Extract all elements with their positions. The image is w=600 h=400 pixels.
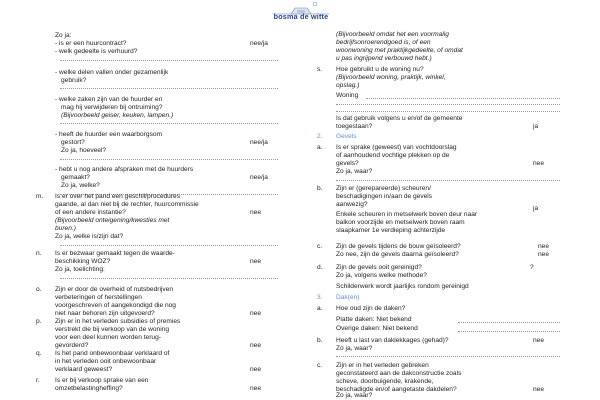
answer-value: nee bbox=[533, 386, 545, 393]
section-title: Dak(en) bbox=[336, 294, 360, 301]
example-text: opslag.) bbox=[336, 82, 360, 89]
question-text: gevels? bbox=[336, 160, 359, 167]
example-text: (Bijvoorbeeld omdat het een voormalig bbox=[336, 31, 449, 38]
answer-text: Woning bbox=[336, 92, 359, 99]
question-text: verklaard geweest? bbox=[55, 366, 113, 373]
question-text: gebruik? bbox=[61, 77, 87, 84]
answer-line[interactable] bbox=[336, 111, 560, 112]
question-text: - hebt u nog andere afspraken met de huurders bbox=[55, 166, 194, 173]
question-text: Zo ja, waar? bbox=[336, 168, 373, 175]
answer-value: ? bbox=[530, 264, 534, 271]
answer-value: ja bbox=[533, 123, 539, 130]
answer-text: Schilderwerk wordt jaarlijks rondom gereinigd bbox=[336, 283, 469, 290]
question-text: Is er bij verkoop sprake van een bbox=[55, 377, 149, 384]
question-text: omzetbelastingheffing? bbox=[55, 385, 123, 392]
intro-text: Zo ja: bbox=[55, 32, 72, 39]
answer-value: nee bbox=[533, 160, 545, 167]
question-text: Zo ja, volgens welke methode? bbox=[336, 272, 427, 279]
question-text: beschadigingen in/aan de gevels bbox=[336, 193, 433, 200]
example-text: u pas ingrijpend verbouwd hebt.) bbox=[336, 55, 432, 62]
item-label: a. bbox=[317, 305, 323, 312]
answer-value: nee/ja bbox=[250, 174, 268, 181]
question-text: - heeft de huurder een waarborgsom bbox=[55, 131, 163, 138]
answer-line[interactable] bbox=[336, 180, 560, 181]
answer-value: nee/ja bbox=[250, 40, 268, 47]
question-text: beschikking WOZ? bbox=[55, 258, 111, 265]
answer-line[interactable] bbox=[60, 278, 278, 279]
question-text: of een andere instantie? bbox=[55, 209, 126, 216]
item-label: o. bbox=[36, 286, 42, 293]
answer-line[interactable] bbox=[60, 60, 278, 61]
question-text: Zo ja, waar? bbox=[336, 345, 373, 352]
answer-value: ja bbox=[533, 205, 539, 212]
question-text: toegestaan? bbox=[336, 123, 373, 130]
answer-text: slaapkamer 1e verdieping achterzijde bbox=[336, 227, 446, 234]
answer-text: Overige daken: Niet bekend bbox=[336, 325, 418, 332]
question-text: Zo ja, welke is/zijn dat? bbox=[55, 233, 124, 240]
question-text: Is het pand onbewoonbaar verklaard of bbox=[55, 350, 170, 357]
item-label: r. bbox=[36, 377, 40, 384]
question-text: gemaakt? bbox=[61, 174, 90, 181]
item-label: n. bbox=[36, 250, 42, 257]
section-title: Gevels bbox=[336, 133, 357, 140]
answer-value: nee bbox=[533, 337, 545, 344]
question-text: gevorderd? bbox=[55, 342, 89, 349]
logo bbox=[266, 0, 336, 22]
item-label: b. bbox=[317, 185, 323, 192]
question-text: Zijn er in het verleden subsidies of premies bbox=[55, 318, 181, 325]
example-text: bedrijfsonroerendgoed is, of een bbox=[336, 39, 431, 46]
answer-line[interactable] bbox=[458, 322, 560, 323]
question-text: gestort? bbox=[61, 139, 85, 146]
answer-value: nee bbox=[250, 258, 262, 265]
answer-value: nee bbox=[538, 243, 550, 250]
item-label: m. bbox=[36, 193, 44, 200]
question-text: geconstateerd aan de dakconstructie zoals bbox=[336, 370, 462, 377]
question-text: of aanhoudend vochtige plekken op de bbox=[336, 152, 450, 159]
question-text: Is er bezwaar gemaakt tegen de waarde- bbox=[55, 250, 175, 257]
question-text: Hoe oud zijn de daken? bbox=[336, 305, 406, 312]
question-text: Zijn er in het verleden gebreken bbox=[336, 362, 429, 369]
question-text: Zijn de gevels tijdens de bouw geïsoleerd? bbox=[336, 243, 461, 250]
question-text: aanwezig? bbox=[336, 201, 368, 208]
example-text: buren.) bbox=[55, 225, 76, 232]
answer-line[interactable] bbox=[366, 98, 560, 99]
question-text: mag hij verwijderen bij ontruiming? bbox=[61, 104, 163, 111]
answer-value: nee bbox=[250, 310, 262, 317]
section-number: 2. bbox=[317, 133, 323, 140]
answer-line[interactable] bbox=[60, 159, 278, 160]
answer-value: nee bbox=[250, 209, 262, 216]
answer-value: nee bbox=[538, 251, 550, 258]
item-label: c. bbox=[317, 243, 323, 250]
question-text: - welke delen vallen onder gezamenlijk bbox=[55, 69, 169, 76]
answer-value: nee bbox=[250, 366, 262, 373]
item-label: q. bbox=[36, 350, 42, 357]
question-text: Is er sprake (geweest) van vochtdoorslag bbox=[336, 144, 457, 151]
question-text: in het verleden ooit onbewoonbaar bbox=[55, 358, 157, 365]
question-text: verbeteringen of herstellingen bbox=[55, 294, 142, 301]
question-text: gaande, al dan niet bij de rechter, huurcommissie bbox=[55, 201, 199, 208]
logo-text: bosma de witte bbox=[273, 12, 329, 21]
example-text: (Bijvoorbeeld onteigening/kwesties met bbox=[55, 217, 170, 224]
section-number: 3. bbox=[317, 294, 323, 301]
question-text: Heeft u last van daklekkages (gehad)? bbox=[336, 337, 449, 344]
answer-line[interactable] bbox=[60, 245, 278, 246]
item-label: d. bbox=[317, 264, 323, 271]
question-text: voorgeschreven of aangekondigd die nog bbox=[55, 302, 176, 309]
question-text: Zo ja, waar? bbox=[336, 392, 373, 399]
question-text: beschadigde en/of aangetaste dakdelen? bbox=[336, 386, 457, 393]
answer-value: nee/ja bbox=[250, 139, 268, 146]
example-text: woonwoning met praktijkgedeelte, of omdat bbox=[336, 47, 463, 54]
answer-line[interactable] bbox=[336, 104, 560, 105]
question-text: Zo ja, toelichting: bbox=[55, 266, 105, 273]
question-text: Zijn er door de overheid of nutsbedrijven bbox=[55, 286, 174, 293]
question-text: Is dat gebruik volgens u en/of de gemeente bbox=[336, 115, 463, 122]
answer-line[interactable] bbox=[336, 356, 560, 357]
answer-line[interactable] bbox=[60, 123, 278, 124]
answer-text: Platte daken: Niet bekend bbox=[336, 316, 412, 323]
question-text: - is er een huurcontract? bbox=[55, 40, 127, 47]
item-label: p. bbox=[36, 318, 42, 325]
answer-value: nee bbox=[250, 342, 262, 349]
example-text: (Bijvoorbeeld woning, praktijk, winkel, bbox=[336, 74, 446, 81]
answer-value: nee bbox=[250, 385, 262, 392]
question-text: Zo nee, zijn de gevels daarna geïsoleerd? bbox=[336, 251, 459, 258]
question-text: Zijn er (gerepareerde) scheuren/ bbox=[336, 185, 431, 192]
question-text: Zo ja, welke? bbox=[61, 182, 100, 189]
question-text: Zijn de gevels ooit gereinigd? bbox=[336, 264, 422, 271]
question-text: - welke zaken zijn van de huurder en bbox=[55, 96, 163, 103]
question-text: Zo ja, hoeveel? bbox=[61, 147, 107, 154]
answer-line[interactable] bbox=[60, 88, 278, 89]
answer-text: balkon voorzijde en metselwerk boven raam bbox=[336, 219, 465, 226]
question-text: scheve, doorbuigende, krakende, bbox=[336, 378, 434, 385]
item-label: s. bbox=[317, 66, 323, 73]
question-text: niet naar behoren zijn uitgevoerd? bbox=[55, 310, 155, 317]
question-text: Is er over het pand een geschil/procedures bbox=[55, 193, 180, 200]
item-label: c. bbox=[317, 362, 323, 369]
question-text: Hoe gebruikt u de woning nu? bbox=[336, 66, 424, 73]
item-label: b. bbox=[317, 337, 323, 344]
question-text: voor een deel kunnen worden terug- bbox=[55, 334, 161, 341]
item-label: a. bbox=[317, 144, 323, 151]
example-text: (Bijvoorbeeld geiser, keuken, lampen.) bbox=[61, 112, 174, 119]
question-text: verstrekt die bij verkoop van de woning bbox=[55, 326, 169, 333]
answer-text: Enkele scheuren in metselwerk boven deur naar bbox=[336, 211, 478, 218]
question-text: - welk gedeelte is verhuurd? bbox=[55, 48, 138, 55]
answer-line[interactable] bbox=[458, 331, 560, 332]
